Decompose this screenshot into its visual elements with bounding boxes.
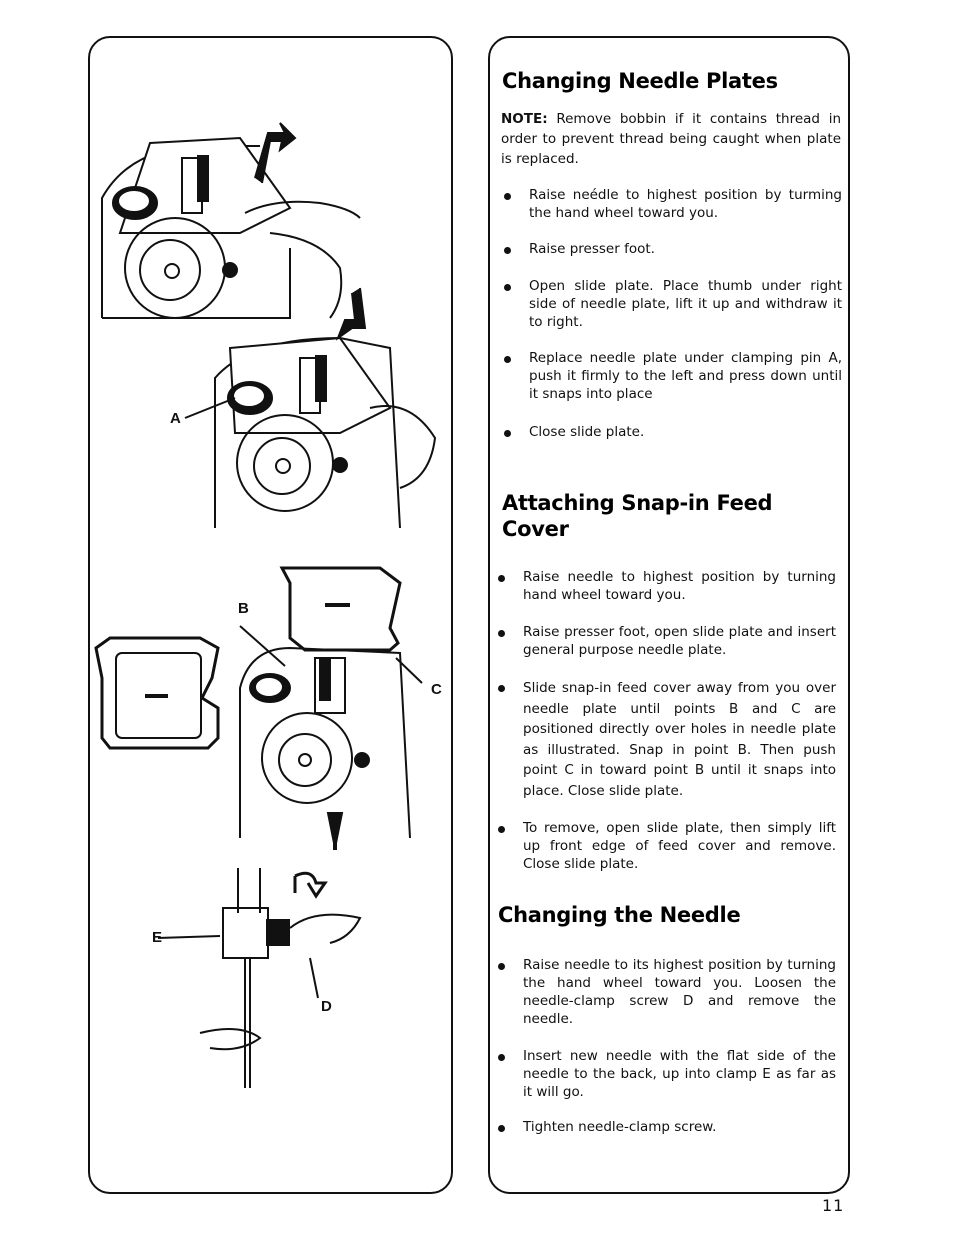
list-item-text: Slide snap-in feed cover away from you over needle plate until points B and C are positioned directly over holes in needle plate as illustrated. Snap in point B. Then push point C in toward point B until it snaps into place. Close slide plate. <box>523 680 836 799</box>
list-item <box>498 678 836 801</box>
sewing-machine-illustrations <box>90 38 453 1194</box>
instructions-panel <box>488 36 850 1194</box>
list-item <box>498 568 836 604</box>
callout-c: C <box>431 681 442 698</box>
section-title-line-2: Cover <box>502 517 569 541</box>
list-item <box>498 623 836 659</box>
list-item-text: Insert new needle with the flat side of the needle to the back, up into clamp E as far as it will go. <box>523 1048 836 1100</box>
list-item-text: Raise neédle to highest position by turming the hand wheel toward you. <box>529 187 842 221</box>
figure-replace-needle-plate <box>185 288 435 528</box>
list-item <box>504 349 842 403</box>
bullet-icon <box>498 963 505 970</box>
note <box>501 109 841 169</box>
bullet-icon <box>504 356 511 363</box>
bullet-icon <box>498 1054 505 1061</box>
list-item <box>504 277 842 331</box>
bullet-icon <box>498 630 505 637</box>
section-title-changing-needle-plates: Changing Needle Plates <box>502 69 778 93</box>
figure-change-needle <box>158 868 360 1088</box>
bullet-icon <box>504 284 511 291</box>
bullet-icon <box>498 575 505 582</box>
list-item <box>498 1118 836 1136</box>
section-title-changing-the-needle: Changing the Needle <box>498 903 741 927</box>
list-item-text: Replace needle plate under clamping pin A, push it firmly to the left and press down until it snaps into place <box>529 350 842 402</box>
list-item-text: Raise needle to its highest position by turning the hand wheel toward you. Loosen the needle-clamp screw D and remove the needle. <box>523 957 836 1027</box>
list-item <box>504 240 842 258</box>
list-item <box>504 186 842 222</box>
bullet-icon <box>498 1125 505 1132</box>
section-title-line-1: Attaching Snap-in Feed <box>502 491 773 515</box>
bullet-icon <box>504 430 511 437</box>
callout-d: D <box>321 998 332 1015</box>
list-item-text: Raise presser foot, open slide plate and insert general purpose needle plate. <box>523 624 836 658</box>
list-item-text: Tighten needle-clamp screw. <box>523 1119 717 1135</box>
note-text: Remove bobbin if it contains thread in order to prevent thread being caught when plate is replaced. <box>501 111 841 167</box>
bullet-icon <box>504 193 511 200</box>
list-item <box>498 819 836 873</box>
bullet-icon <box>498 685 505 692</box>
list-item-text: Raise needle to highest position by turning hand wheel toward you. <box>523 569 836 603</box>
callout-a: A <box>170 410 181 427</box>
list-item-text: Raise presser foot. <box>529 241 655 257</box>
callout-b: B <box>238 600 249 617</box>
list-item <box>498 1047 836 1101</box>
page-number: 11 <box>822 1196 845 1215</box>
illustration-panel <box>88 36 453 1194</box>
list-item <box>504 423 842 441</box>
figure-snap-in-feed-cover <box>96 568 422 850</box>
list-item-text: To remove, open slide plate, then simply lift up front edge of feed cover and remove. Close slide plate. <box>523 820 836 872</box>
bullet-icon <box>504 247 511 254</box>
callout-e: E <box>152 929 163 946</box>
figure-remove-needle-plate <box>102 123 360 318</box>
list-item <box>498 956 836 1028</box>
list-item-text: Open slide plate. Place thumb under right side of needle plate, lift it up and withdraw it to right. <box>529 278 842 330</box>
section-title-attaching-feed-cover <box>502 490 772 542</box>
list-item-text: Close slide plate. <box>529 424 645 440</box>
bullet-icon <box>498 826 505 833</box>
note-label: NOTE: <box>501 111 548 127</box>
